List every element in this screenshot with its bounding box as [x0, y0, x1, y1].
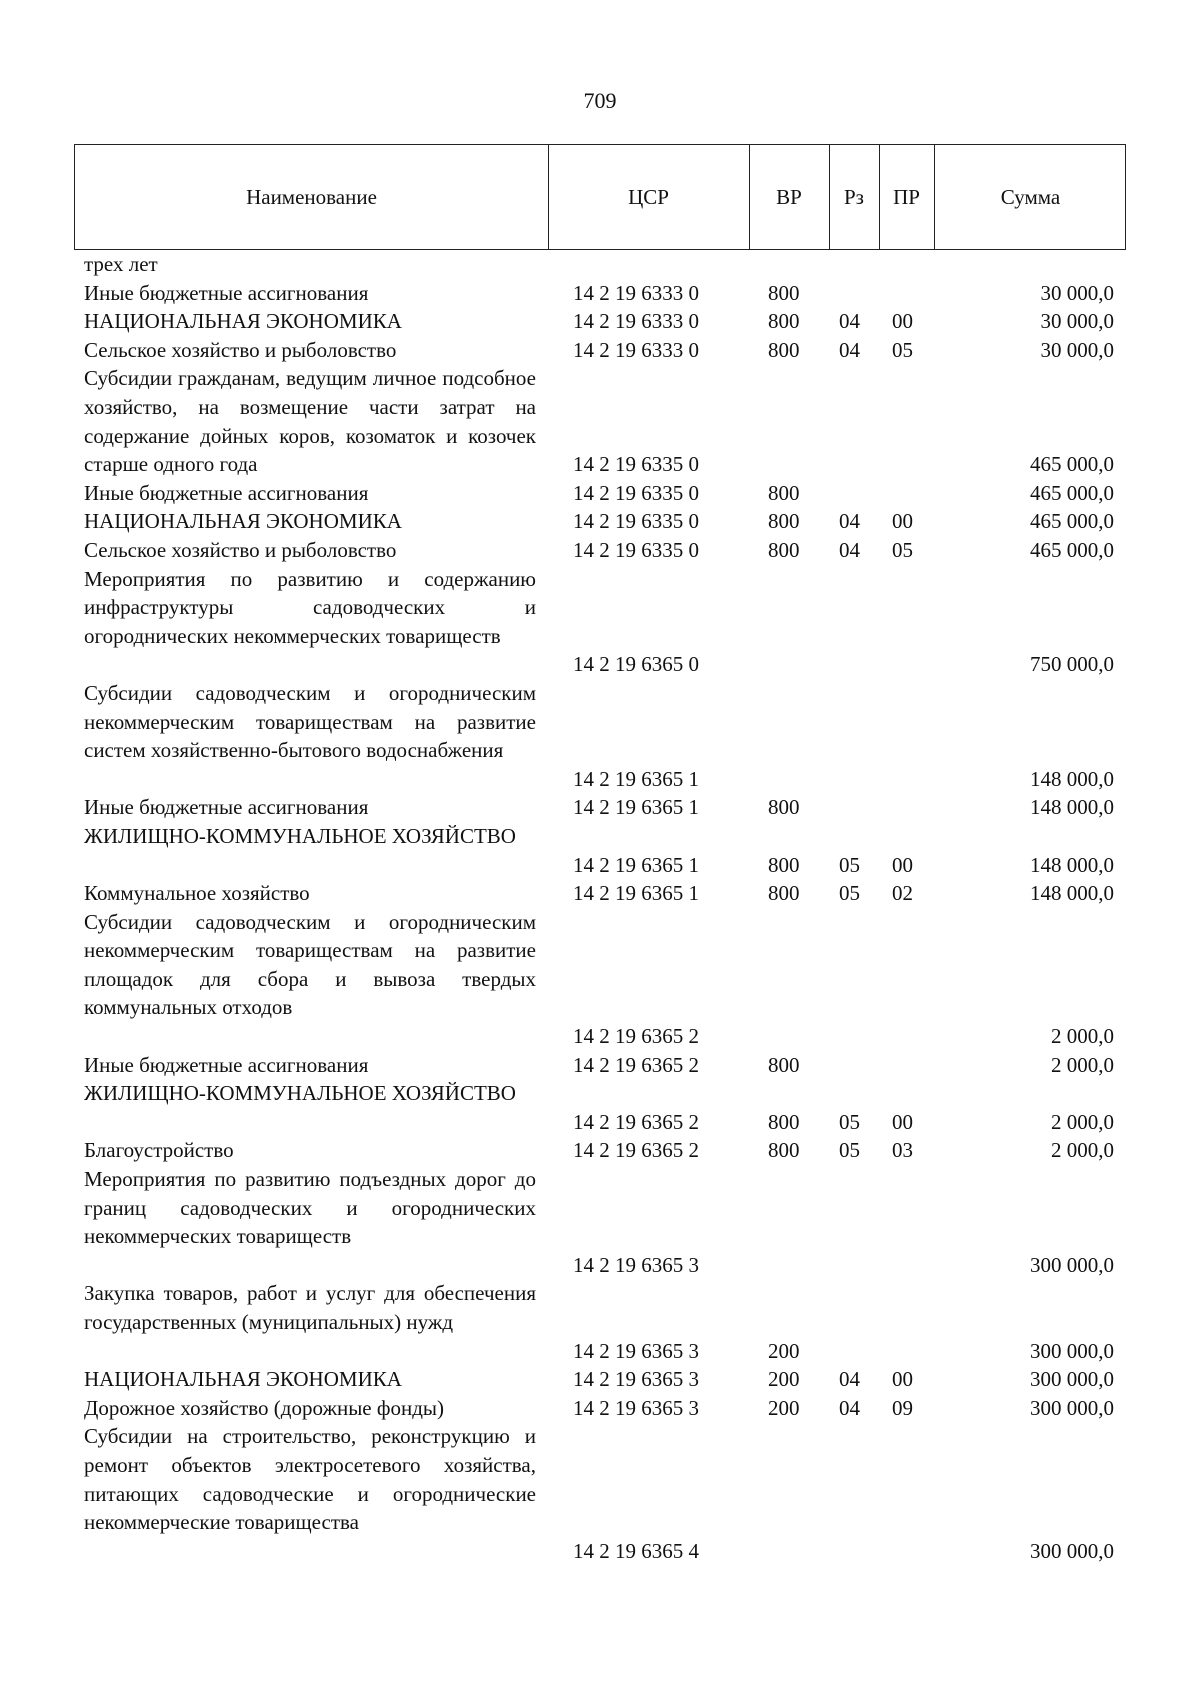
row-pr: 09: [892, 1395, 913, 1420]
row-csr: 14 2 19 6333 0: [573, 280, 699, 305]
row-csr: 14 2 19 6365 2: [573, 1109, 699, 1134]
row-sum: 148 000,0: [1030, 795, 1114, 820]
row-sum: 300 000,0: [1030, 1252, 1114, 1277]
row-csr: 14 2 19 6365 2: [573, 1024, 699, 1049]
row-pr: 03: [892, 1138, 913, 1163]
row-csr: 14 2 19 6365 1: [573, 852, 699, 877]
row-sum: 30 000,0: [1040, 280, 1114, 305]
header-sum: Сумма: [1000, 184, 1061, 209]
table-row: [0, 1051, 1200, 1080]
row-values: [0, 336, 1200, 365]
row-vr: 200: [768, 1367, 800, 1392]
row-csr: 14 2 19 6335 0: [573, 509, 699, 534]
row-vr: 800: [768, 1138, 800, 1163]
row-pr: 00: [892, 1109, 913, 1134]
table-row: [0, 536, 1200, 565]
row-sum: 300 000,0: [1030, 1538, 1114, 1563]
row-csr: 14 2 19 6365 3: [573, 1395, 699, 1420]
table-row: [0, 336, 1200, 365]
row-name: Иные бюджетные ассигнования: [84, 1052, 369, 1077]
row-sum: 750 000,0: [1030, 652, 1114, 677]
row-name: Коммунальное хозяйство: [84, 881, 310, 906]
table-row: [0, 279, 1200, 308]
row-sum: 30 000,0: [1040, 309, 1114, 334]
table-row: [0, 1165, 1200, 1279]
row-name: НАЦИОНАЛЬНАЯ ЭКОНОМИКА: [84, 309, 402, 334]
header-rz: Рз: [844, 184, 864, 209]
row-csr: 14 2 19 6335 0: [573, 480, 699, 505]
row-name: Иные бюджетные ассигнования: [84, 280, 369, 305]
table-header: [74, 144, 1126, 250]
row-values: [0, 250, 1200, 279]
row-vr: 800: [768, 537, 800, 562]
row-name: Субсидии садоводческим и огородническим некоммерческим товариществам на развитие систем хозяйственно-бытового водоснабжения: [84, 680, 536, 763]
table-row: [0, 793, 1200, 822]
row-values: [0, 279, 1200, 308]
row-vr: 800: [768, 881, 800, 906]
row-csr: 14 2 19 6365 4: [573, 1538, 699, 1563]
header-vr: ВР: [776, 184, 802, 209]
row-name: Благоустройство: [84, 1138, 234, 1163]
row-csr: 14 2 19 6365 3: [573, 1338, 699, 1363]
row-name: Мероприятия по развитию и содержанию инфраструктуры садоводческих и огороднических некоммерческих товариществ: [84, 566, 536, 648]
table-row: [0, 879, 1200, 908]
table-row: [0, 479, 1200, 508]
row-vr: 800: [768, 280, 800, 305]
row-csr: 14 2 19 6365 2: [573, 1138, 699, 1163]
row-values: [0, 307, 1200, 336]
table-row: [0, 364, 1200, 478]
table-row: [0, 250, 1200, 279]
row-vr: 800: [768, 509, 800, 534]
table-row: [0, 1422, 1200, 1565]
row-vr: 800: [768, 309, 800, 334]
row-rz: 05: [839, 852, 860, 877]
row-rz: 04: [839, 509, 860, 534]
row-sum: 465 000,0: [1030, 509, 1114, 534]
row-csr: 14 2 19 6365 1: [573, 766, 699, 791]
row-sum: 300 000,0: [1030, 1367, 1114, 1392]
row-values: [0, 765, 1200, 794]
row-values: [0, 1051, 1200, 1080]
row-values: [0, 650, 1200, 679]
row-csr: 14 2 19 6333 0: [573, 309, 699, 334]
row-name: Дорожное хозяйство (дорожные фонды): [84, 1395, 445, 1420]
row-pr: 02: [892, 881, 913, 906]
row-name: Сельское хозяйство и рыболовство: [84, 337, 397, 362]
row-vr: 800: [768, 1109, 800, 1134]
row-name: Субсидии на строительство, реконструкцию и ремонт объектов электросетевого хозяйства, питающих садоводческие и огороднические некоммерческие товарищества: [84, 1424, 536, 1535]
row-sum: 2 000,0: [1051, 1109, 1114, 1134]
row-sum: 2 000,0: [1051, 1024, 1114, 1049]
row-csr: 14 2 19 6335 0: [573, 537, 699, 562]
row-csr: 14 2 19 6365 1: [573, 881, 699, 906]
row-rz: 05: [839, 1138, 860, 1163]
row-values: [0, 793, 1200, 822]
row-pr: 05: [892, 537, 913, 562]
row-rz: 05: [839, 1109, 860, 1134]
table-row: [0, 822, 1200, 879]
row-values: [0, 507, 1200, 536]
row-vr: 200: [768, 1338, 800, 1363]
row-sum: 300 000,0: [1030, 1338, 1114, 1363]
row-rz: 04: [839, 1367, 860, 1392]
table-body: [0, 250, 1200, 1565]
row-rz: 04: [839, 1395, 860, 1420]
row-pr: 00: [892, 852, 913, 877]
header-name: Наименование: [246, 184, 377, 209]
row-rz: 05: [839, 881, 860, 906]
row-values: [0, 479, 1200, 508]
row-vr: 800: [768, 337, 800, 362]
row-vr: 800: [768, 795, 800, 820]
row-sum: 2 000,0: [1051, 1138, 1114, 1163]
table-row: [0, 1365, 1200, 1394]
row-values: [0, 1537, 1200, 1566]
row-name: НАЦИОНАЛЬНАЯ ЭКОНОМИКА: [84, 1367, 402, 1392]
row-csr: 14 2 19 6365 1: [573, 795, 699, 820]
row-values: [0, 536, 1200, 565]
row-values: [0, 851, 1200, 880]
row-csr: 14 2 19 6365 3: [573, 1367, 699, 1392]
table-row: [0, 679, 1200, 793]
header-pr: ПР: [893, 184, 920, 209]
row-name: ЖИЛИЩНО-КОММУНАЛЬНОЕ ХОЗЯЙСТВО: [84, 823, 516, 848]
row-csr: 14 2 19 6335 0: [573, 452, 699, 477]
row-name: Закупка товаров, работ и услуг для обеспечения государственных (муниципальных) нужд: [84, 1281, 536, 1335]
row-name: Мероприятия по развитию подъездных дорог до границ садоводческих и огороднических некоммерческих товариществ: [84, 1167, 536, 1249]
row-sum: 465 000,0: [1030, 452, 1114, 477]
row-pr: 05: [892, 337, 913, 362]
row-values: [0, 879, 1200, 908]
table-row: [0, 507, 1200, 536]
row-sum: 30 000,0: [1040, 337, 1114, 362]
row-vr: 200: [768, 1395, 800, 1420]
row-values: [0, 450, 1200, 479]
table-row: [0, 1279, 1200, 1365]
row-name: Субсидии садоводческим и огородническим некоммерческим товариществам на развитие площадок для сбора и вывоза твердых коммунальных отходов: [84, 909, 536, 1020]
row-name: НАЦИОНАЛЬНАЯ ЭКОНОМИКА: [84, 509, 402, 534]
row-sum: 2 000,0: [1051, 1052, 1114, 1077]
table-row: [0, 1394, 1200, 1423]
row-name: Субсидии гражданам, ведущим личное подсобное хозяйство, на возмещение части затрат на содержание дойных коров, козоматок и козочек старше одного года: [84, 366, 536, 477]
row-values: [0, 1108, 1200, 1137]
row-values: [0, 1337, 1200, 1366]
row-csr: 14 2 19 6365 3: [573, 1252, 699, 1277]
row-values: [0, 1022, 1200, 1051]
row-values: [0, 1136, 1200, 1165]
row-rz: 04: [839, 537, 860, 562]
row-rz: 04: [839, 309, 860, 334]
row-csr: 14 2 19 6333 0: [573, 337, 699, 362]
row-name: трех лет: [84, 252, 158, 276]
row-sum: 148 000,0: [1030, 766, 1114, 791]
row-values: [0, 1365, 1200, 1394]
row-csr: 14 2 19 6365 2: [573, 1052, 699, 1077]
table-row: [0, 1136, 1200, 1165]
row-sum: 148 000,0: [1030, 881, 1114, 906]
row-name: Иные бюджетные ассигнования: [84, 480, 369, 505]
table-row: [0, 908, 1200, 1051]
row-values: [0, 1394, 1200, 1423]
row-vr: 800: [768, 480, 800, 505]
row-sum: 465 000,0: [1030, 537, 1114, 562]
row-pr: 00: [892, 509, 913, 534]
table-row: [0, 307, 1200, 336]
page-number: 709: [583, 88, 617, 113]
row-rz: 04: [839, 337, 860, 362]
row-values: [0, 1251, 1200, 1280]
header-csr: ЦСР: [628, 184, 669, 209]
row-name: ЖИЛИЩНО-КОММУНАЛЬНОЕ ХОЗЯЙСТВО: [84, 1081, 516, 1106]
row-pr: 00: [892, 1367, 913, 1392]
row-name: Сельское хозяйство и рыболовство: [84, 537, 397, 562]
row-sum: 148 000,0: [1030, 852, 1114, 877]
row-csr: 14 2 19 6365 0: [573, 652, 699, 677]
row-vr: 800: [768, 852, 800, 877]
row-pr: 00: [892, 309, 913, 334]
row-vr: 800: [768, 1052, 800, 1077]
table-row: [0, 565, 1200, 679]
table-row: [0, 1079, 1200, 1136]
row-sum: 300 000,0: [1030, 1395, 1114, 1420]
row-name: Иные бюджетные ассигнования: [84, 795, 369, 820]
row-sum: 465 000,0: [1030, 480, 1114, 505]
